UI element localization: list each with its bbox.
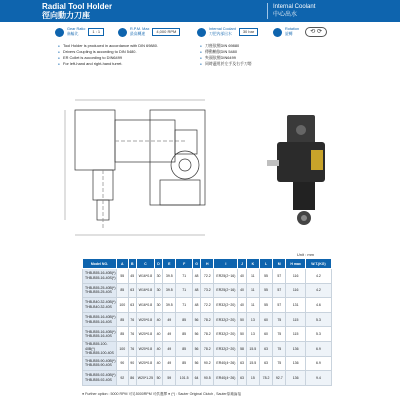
model-number: THB-B55-92-40B(*): [85, 373, 116, 378]
table-cell: 78.2: [201, 341, 214, 356]
column-header: E: [163, 259, 176, 269]
technical-drawing: [55, 90, 345, 250]
model-cell: [83, 298, 117, 313]
table-row: [83, 327, 332, 342]
features-english: [58, 43, 158, 67]
table-cell: W20*0.8: [136, 312, 154, 327]
table-cell: 85: [176, 356, 193, 371]
table-cell: 57: [273, 269, 286, 284]
table-cell: 85: [176, 341, 193, 356]
table-cell: 15.5: [246, 341, 259, 356]
table-cell: 75: [273, 312, 286, 327]
column-header: C: [136, 259, 154, 269]
table-cell: 90: [117, 356, 129, 371]
table-cell: 4.6: [305, 298, 331, 313]
column-header: B: [128, 259, 136, 269]
table-cell: W20*0.8: [136, 327, 154, 342]
table-cell: ER32(2~20): [214, 312, 238, 327]
column-header: D: [154, 259, 162, 269]
model-number: THB-B55-16-40S: [85, 334, 112, 339]
model-number: THB-B55-100-40B(*): [85, 342, 108, 351]
table-cell: W16*0.8: [136, 298, 154, 313]
table-cell: 40: [238, 298, 246, 313]
coolant-title: Internal Coolant: [273, 4, 316, 10]
table-cell: 90: [128, 356, 136, 371]
spec-coolant: Internal Coolant 刀把內部出水 30 bar: [197, 25, 258, 39]
table-cell: 136: [286, 341, 305, 356]
model-cell: [83, 312, 117, 327]
feature-item: ● 刀座依照DIN 69880: [200, 43, 252, 49]
model-cell: [83, 341, 117, 356]
table-cell: 76: [128, 312, 136, 327]
table-cell: ER32(2~20): [214, 341, 238, 356]
table-cell: 58: [238, 341, 246, 356]
table-cell: W16*0.8: [136, 269, 154, 284]
table-cell: 9.4: [305, 371, 331, 386]
table-cell: 78.2: [259, 371, 272, 386]
table-cell: 30: [154, 298, 162, 313]
table-cell: 64: [192, 371, 200, 386]
column-header: K: [246, 259, 259, 269]
table-cell: 50: [154, 371, 162, 386]
table-cell: 115: [286, 327, 305, 342]
table-cell: 85: [176, 312, 193, 327]
table-cell: 100: [117, 341, 129, 356]
table-cell: 92: [117, 371, 129, 386]
table-cell: 6.9: [305, 341, 331, 356]
model-number: THB-B55-90-40S: [85, 363, 112, 368]
table-cell: 76: [128, 327, 136, 342]
table-cell: 59: [163, 371, 176, 386]
table-cell: 55: [259, 298, 272, 313]
table-cell: 5.3: [305, 312, 331, 327]
table-cell: 101.5: [176, 371, 193, 386]
gear-ratio-value: 1 : 1: [88, 28, 104, 37]
table-cell: 63: [238, 356, 246, 371]
coolant-value: 30 bar: [239, 28, 258, 37]
table-cell: 40: [154, 341, 162, 356]
table-cell: 30: [154, 269, 162, 284]
model-number: THB-B55-16-40B(*): [85, 329, 116, 334]
table-cell: 60: [259, 327, 272, 342]
table-cell: 5.3: [305, 327, 331, 342]
table-cell: 39.5: [163, 298, 176, 313]
coolant-subtitle: 中心出水: [273, 12, 298, 18]
table-cell: 136: [286, 356, 305, 371]
features-chinese: [200, 43, 252, 67]
table-cell: 15.5: [246, 356, 259, 371]
table-cell: 55: [259, 283, 272, 298]
table-cell: 40: [238, 283, 246, 298]
column-header: Model NO.: [83, 259, 117, 269]
specification-table: [82, 258, 332, 386]
model-cell: [83, 283, 117, 298]
table-cell: 56: [192, 341, 200, 356]
table-cell: W20*0.8: [136, 356, 154, 371]
page-subtitle: 徑向動力刀座: [42, 11, 90, 20]
table-cell: 76: [128, 341, 136, 356]
model-cell: [83, 269, 117, 284]
model-number: THB-B55-92-40S: [85, 377, 112, 382]
table-cell: 50: [238, 312, 246, 327]
table-cell: 115: [286, 312, 305, 327]
table-row: [83, 269, 332, 284]
table-cell: 55: [259, 269, 272, 284]
unit-label: Unit : mm: [296, 252, 314, 257]
spec-gear-ratio: Gear Ratio 齒輪比 1 : 1: [55, 25, 104, 39]
model-number: THB-B55-100-40S: [85, 351, 114, 356]
table-cell: 75: [273, 341, 286, 356]
table-cell: 85: [117, 312, 129, 327]
table-cell: 11: [246, 269, 259, 284]
table-cell: 57: [273, 298, 286, 313]
column-header: F: [176, 259, 193, 269]
table-cell: 40: [154, 356, 162, 371]
table-cell: 49: [163, 327, 176, 342]
spec-rotation: Rotation 旋轉 ⟲ ⟳: [273, 25, 327, 39]
feature-item: ● Tool Holder is produced in accordance with DIN 69880.: [58, 43, 158, 49]
table-cell: 56: [192, 312, 200, 327]
model-number: THB-B55-16-40S(*): [85, 275, 116, 280]
table-cell: 75: [273, 356, 286, 371]
table-cell: 72.2: [201, 269, 214, 284]
table-cell: 45: [128, 269, 136, 284]
model-number: THB-B40-32-40B(*): [85, 300, 116, 305]
table-cell: 63: [128, 283, 136, 298]
table-row: [83, 298, 332, 313]
table-cell: 90.5: [201, 371, 214, 386]
table-cell: 55: [117, 269, 129, 284]
table-cell: 40: [154, 327, 162, 342]
table-cell: 49: [163, 312, 176, 327]
table-cell: W20*0.8: [136, 341, 154, 356]
model-number: THB-B40-32-40S: [85, 304, 112, 309]
feature-item: ● 夾頭依照DIN6499: [200, 55, 252, 61]
table-cell: 116: [286, 269, 305, 284]
table-cell: 71: [176, 269, 193, 284]
table-cell: 63: [259, 356, 272, 371]
table-cell: 48: [192, 269, 200, 284]
table-cell: 4.2: [305, 283, 331, 298]
table-cell: 56: [192, 356, 200, 371]
table-cell: 13: [246, 327, 259, 342]
table-cell: 73.2: [201, 283, 214, 298]
table-cell: 11: [246, 298, 259, 313]
table-cell: 39.5: [163, 283, 176, 298]
model-number: THB-B55-16-40S: [85, 319, 112, 324]
column-header: H max: [286, 259, 305, 269]
table-cell: 78.2: [201, 312, 214, 327]
column-header: I: [214, 259, 238, 269]
table-cell: 63: [128, 298, 136, 313]
table-cell: 116: [286, 283, 305, 298]
table-cell: 75: [273, 327, 286, 342]
table-cell: W16*0.8: [136, 283, 154, 298]
table-cell: ER25(2~16): [214, 283, 238, 298]
table-cell: 90.2: [201, 356, 214, 371]
table-cell: 85: [117, 327, 129, 342]
table-cell: 40: [154, 312, 162, 327]
table-cell: 86: [128, 371, 136, 386]
model-cell: [83, 356, 117, 371]
column-header: L: [259, 259, 272, 269]
page-title: Radial Tool Holder: [42, 2, 113, 11]
table-cell: ER32(2~20): [214, 327, 238, 342]
table-cell: 71: [176, 298, 193, 313]
model-number: THB-B55-90-40B(*): [85, 358, 116, 363]
table-cell: 92.7: [273, 371, 286, 386]
table-cell: ER25(2~16): [214, 269, 238, 284]
rpm-value: 4,000 RPM: [152, 28, 180, 37]
column-header: W.T.(KG): [305, 259, 331, 269]
table-cell: 72.2: [201, 298, 214, 313]
table-cell: 63: [238, 371, 246, 386]
feature-item: ● For left-hand and right-hand turret.: [58, 61, 158, 67]
table-row: [83, 371, 332, 386]
table-cell: 85: [176, 327, 193, 342]
table-cell: 57: [273, 283, 286, 298]
model-number: THB-B55-25-40S: [85, 290, 112, 295]
table-row: [83, 341, 332, 356]
table-cell: 71: [176, 283, 193, 298]
footnote: ● Further option : 5000 RPM 可另5000RPM 可供選擇 ● (*) : Sauter Original Clutch , Sauter原廠齒接: [82, 392, 242, 396]
table-cell: 4.2: [305, 269, 331, 284]
column-header: H: [201, 259, 214, 269]
table-cell: 100: [117, 298, 129, 313]
column-header: J: [238, 259, 246, 269]
table-cell: 78.2: [201, 327, 214, 342]
table-cell: 131: [286, 298, 305, 313]
table-cell: ER32(2~20): [214, 298, 238, 313]
rotation-arrows-icon: ⟲ ⟳: [305, 27, 327, 37]
feature-item: ● 同時適用於左手及右手刀塔: [200, 61, 252, 67]
header-divider: [267, 3, 268, 19]
table-cell: ER40(4~26): [214, 371, 238, 386]
table-cell: 40: [238, 269, 246, 284]
model-number: THB-B55-16-40B(*): [85, 315, 116, 320]
table-cell: 49: [163, 356, 176, 371]
table-cell: 50: [238, 327, 246, 342]
table-cell: 13: [246, 312, 259, 327]
model-cell: [83, 371, 117, 386]
table-cell: 85: [117, 283, 129, 298]
table-cell: W20*1.25: [136, 371, 154, 386]
feature-item: ● Drivers Coupling is according to DIN 5480.: [58, 49, 158, 55]
model-cell: [83, 327, 117, 342]
model-number: THB-B55-25-40B(*): [85, 285, 116, 290]
coolant-icon: [197, 28, 206, 37]
table-cell: 136: [286, 371, 305, 386]
table-row: [83, 283, 332, 298]
column-header: A: [117, 259, 129, 269]
product-photo: [267, 115, 325, 225]
model-number: THB-B55-16-40B(*): [85, 271, 116, 276]
header-bar: [0, 0, 400, 22]
table-body: [83, 269, 332, 386]
table-row: [83, 356, 332, 371]
table-cell: 63: [259, 341, 272, 356]
table-cell: 6.9: [305, 356, 331, 371]
table-cell: 11: [246, 283, 259, 298]
table-cell: 60: [259, 312, 272, 327]
speed-icon: [118, 28, 127, 37]
table-cell: ER40(4~26): [214, 356, 238, 371]
feature-item: ● 傳動軸依DIN 5480: [200, 49, 252, 55]
table-cell: 15: [246, 371, 259, 386]
table-cell: 48: [192, 283, 200, 298]
table-cell: 48: [192, 298, 200, 313]
table-header-row: [83, 259, 332, 269]
table-cell: 30: [154, 283, 162, 298]
table-cell: 49: [163, 341, 176, 356]
gear-icon: [55, 28, 64, 37]
table-cell: 39.5: [163, 269, 176, 284]
table-row: [83, 312, 332, 327]
table-cell: 56: [192, 327, 200, 342]
spec-rpm: R.P.M. Max 最高轉速 4,000 RPM: [118, 25, 180, 39]
column-header: G: [192, 259, 200, 269]
column-header: M: [273, 259, 286, 269]
rotation-icon: [273, 28, 282, 37]
feature-item: ● ER Collet is according to DIN6499: [58, 55, 158, 61]
